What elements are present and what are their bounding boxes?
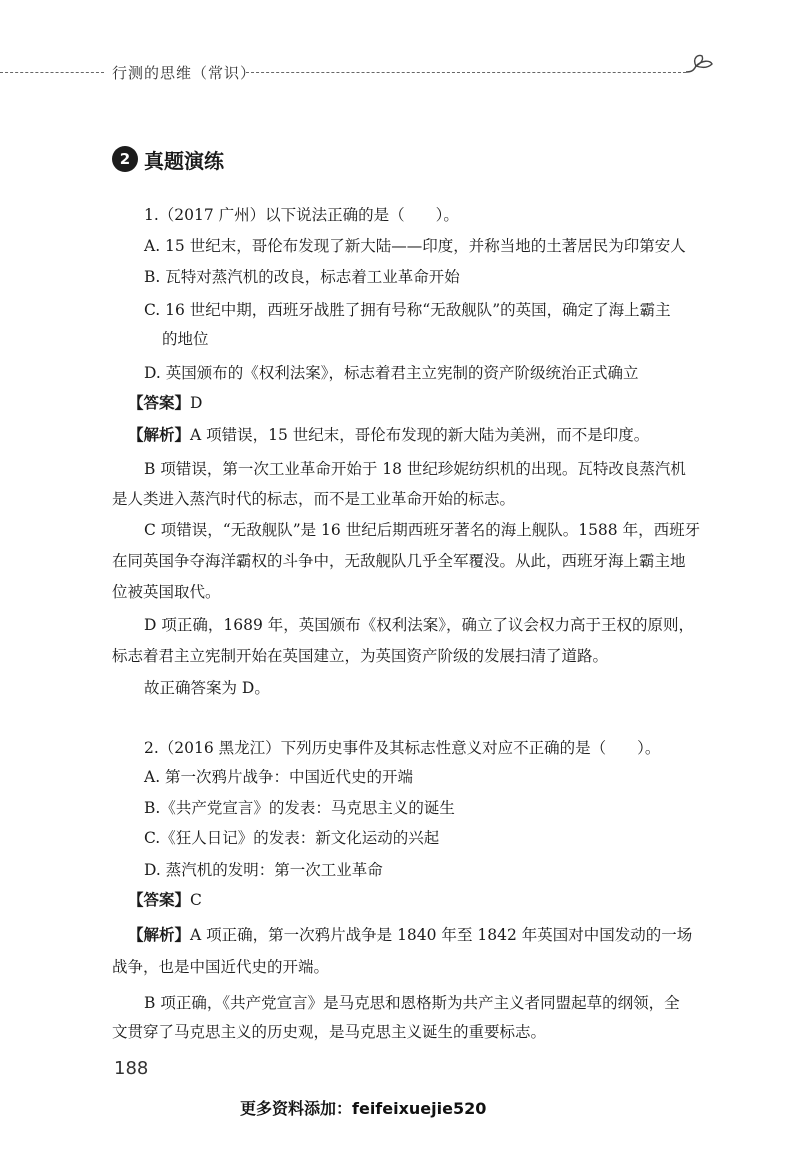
q2-analysis-intro: [128, 925, 692, 945]
section-title: 真题演练: [144, 149, 224, 173]
q2-analysis-b-1: B 项正确，《共产党宣言》是马克思和恩格斯为共产主义者同盟起草的纲领，全: [144, 994, 680, 1012]
q1-analysis-c-3: 位被英国取代。: [112, 583, 221, 601]
q1-analysis-a: A 项错误，15 世纪末，哥伦布发现的新大陆为美洲，而不是印度。: [190, 426, 650, 444]
q1-conclusion: 故正确答案为 D。: [144, 679, 270, 697]
q1-analysis-c-1: C 项错误，“无敌舰队”是 16 世纪后期西班牙著名的海上舰队。1588 年，西班牙: [144, 521, 701, 539]
q1-option-c-cont: 的地位: [162, 330, 209, 348]
sprout-icon: [680, 52, 720, 82]
running-title: 行测的思维（常识）: [112, 64, 257, 82]
q1-analysis-b-1: B 项错误，第一次工业革命开始于 18 世纪珍妮纺织机的出现。瓦特改良蒸汽机: [144, 460, 686, 478]
q1-answer-label: 【答案】: [128, 393, 191, 412]
q2-answer-value: C: [190, 891, 202, 909]
q2-answer: [128, 890, 202, 910]
q1-option-c: C. 16 世纪中期，西班牙战胜了拥有号称“无敌舰队”的英国，确定了海上霸主: [144, 301, 671, 319]
q2-option-a: A. 第一次鸦片战争：中国近代史的开端: [144, 768, 414, 786]
q1-analysis-intro: [128, 425, 649, 445]
q2-analysis-label: 【解析】: [128, 925, 191, 944]
q2-option-c: C.《狂人日记》的发表：新文化运动的兴起: [144, 829, 440, 847]
q1-analysis-d-1: D 项正确，1689 年，英国颁布《权利法案》，确立了议会权力高于王权的原则，: [144, 616, 694, 634]
page-number: 188: [114, 1058, 149, 1079]
q1-analysis-label: 【解析】: [128, 425, 191, 444]
q1-analysis-c-2: 在同英国争夺海洋霸权的斗争中，无敌舰队几乎全军覆没。从此，西班牙海上霸主地: [112, 552, 686, 570]
q2-answer-label: 【答案】: [128, 890, 191, 909]
watermark-text: 更多资料添加：feifeixuejie520: [240, 1099, 487, 1118]
q1-stem: 1.（2017 广州）以下说法正确的是（ ）。: [144, 206, 459, 224]
q2-stem: 2.（2016 黑龙江）下列历史事件及其标志性意义对应不正确的是（ ）。: [144, 739, 661, 757]
q1-option-b: B. 瓦特对蒸汽机的改良，标志着工业革命开始: [144, 268, 460, 286]
q2-analysis-a-2: 战争，也是中国近代史的开端。: [112, 958, 330, 976]
q1-option-d: D. 英国颁布的《权利法案》，标志着君主立宪制的资产阶级统治正式确立: [144, 364, 639, 382]
q1-option-a: A. 15 世纪末，哥伦布发现了新大陆——印度，并称当地的土著居民为印第安人: [144, 237, 686, 255]
header-rule-right: [246, 72, 686, 73]
q1-answer-value: D: [190, 394, 203, 412]
q2-analysis-a-1: A 项正确，第一次鸦片战争是 1840 年至 1842 年英国对中国发动的一场: [190, 926, 693, 944]
q2-option-b: B.《共产党宣言》的发表：马克思主义的诞生: [144, 799, 455, 817]
q2-option-d: D. 蒸汽机的发明：第一次工业革命: [144, 861, 383, 879]
q1-answer: [128, 393, 202, 413]
q2-analysis-b-2: 文贯穿了马克思主义的历史观，是马克思主义诞生的重要标志。: [112, 1023, 547, 1041]
q1-analysis-d-2: 标志着君主立宪制开始在英国建立，为英国资产阶级的发展扫清了道路。: [112, 647, 609, 665]
section-number-icon: 2: [112, 146, 138, 172]
q1-analysis-b-2: 是人类进入蒸汽时代的标志，而不是工业革命开始的标志。: [112, 490, 516, 508]
header-rule-left: [0, 72, 104, 73]
